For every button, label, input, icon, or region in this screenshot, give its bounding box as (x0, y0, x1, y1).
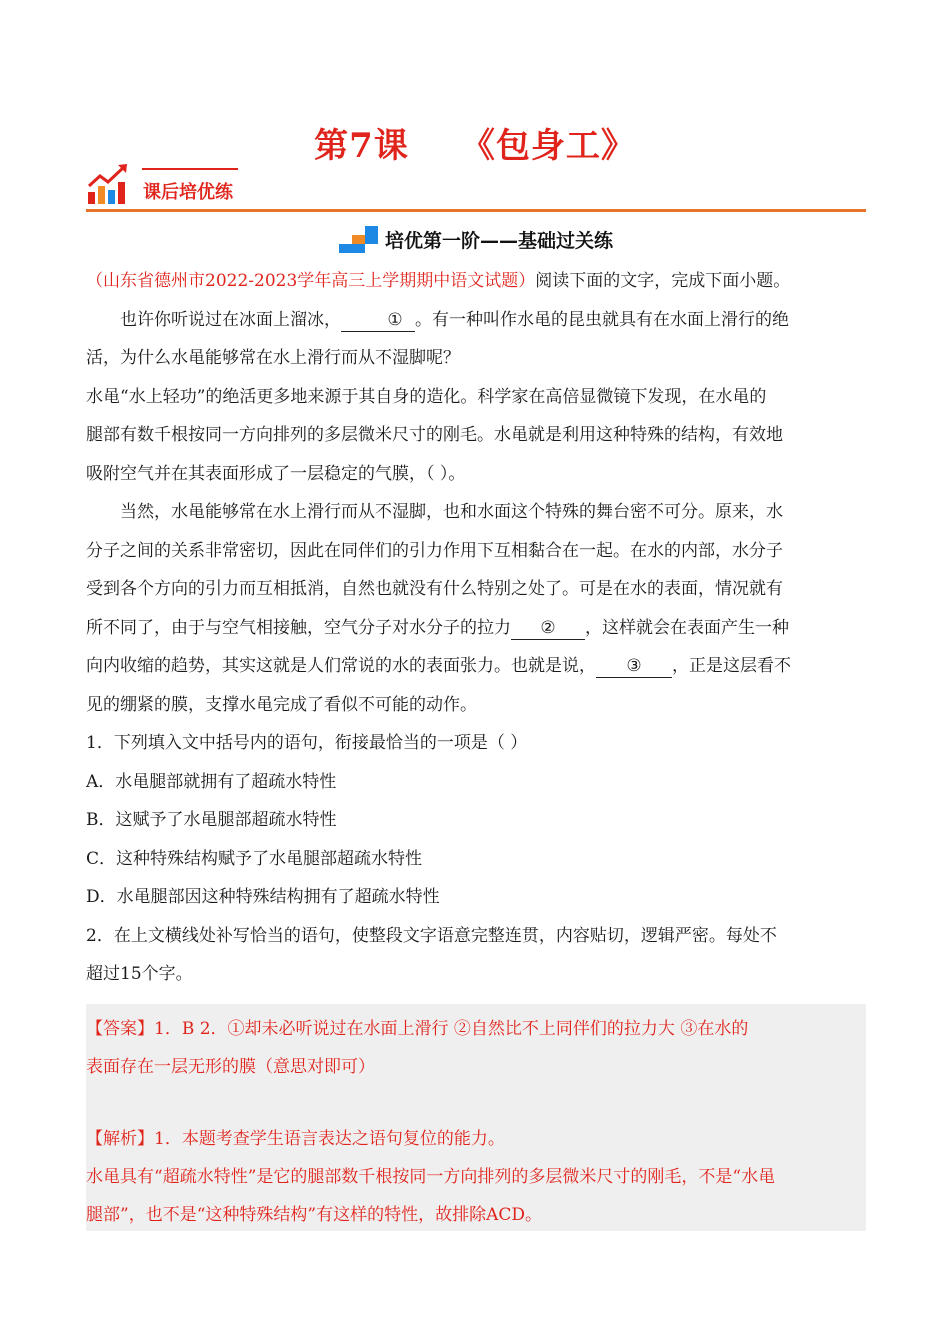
passage-text: ，这样就会在表面产生一种 (585, 617, 789, 638)
option-c: C．这种特殊结构赋予了水黾腿部超疏水特性 (86, 848, 423, 869)
passage-text: ，正是这层看不 (672, 656, 791, 676)
passage-line: 腿部有数千根按同一方向排列的多层微米尺寸的刚毛。水黾就是利用这种特殊的结构，有效地 (86, 425, 783, 445)
option-b: B．这赋予了水黾腿部超疏水特性 (86, 810, 337, 830)
passage-line: 活，为什么水黾能够常在水上滑行而从不湿脚呢？ (86, 348, 460, 368)
answer-line: 【答案】1．B 2．①却未必听说过在水面上滑行 ②自然比不上同伴们的拉力大 ③在水的 (86, 1019, 749, 1039)
analysis-line: 水黾具有“超疏水特性”是它的腿部数千根按同一方向排列的多层微米尺寸的刚毛，不是“水黾 (86, 1167, 776, 1187)
passage-line: 见的绷紧的膜，支撑水黾完成了看似不可能的动作。 (86, 694, 477, 715)
passage-text: 也许你听说过在冰面上溜冰， (120, 309, 341, 330)
passage-line: 吸附空气并在其表面形成了一层稳定的气膜，（ ）。 (86, 463, 466, 484)
section-divider (86, 209, 866, 212)
banner-accent-line (142, 168, 238, 170)
analysis-line: 【解析】1．本题考查学生语言表达之语句复位的能力。 (86, 1129, 505, 1149)
blank-3: ③ (596, 655, 672, 678)
option-d: D．水黾腿部因这种特殊结构拥有了超疏水特性 (86, 887, 440, 907)
answer-box (86, 1004, 866, 1231)
passage-text: 所不同了，由于与空气相接触，空气分子对水分子的拉力 (86, 617, 511, 638)
analysis-line: 腿部”，也不是“这种特殊结构”有这样的特性，故排除ACD。 (86, 1205, 542, 1225)
question-2-cont: 超过15个字。 (86, 964, 193, 984)
lesson-number: 第7课 (314, 126, 409, 166)
question-body (86, 262, 870, 994)
passage-line (86, 301, 870, 340)
passage-line: 水黾“水上轻功”的绝活更多地来源于其自身的造化。科学家在高倍显微镜下发现，在水黾的 (86, 386, 767, 407)
passage-line (86, 647, 870, 686)
passage-text: 。有一种叫作水黾的昆虫就具有在水面上滑行的绝 (415, 309, 789, 330)
stage-label: 培优第一阶——基础过关练 (384, 229, 613, 252)
blank-2: ② (511, 617, 585, 640)
passage-line: 当然，水黾能够常在水上滑行而从不湿脚，也和水面这个特殊的舞台密不可分。原来，水 (120, 502, 783, 522)
passage-text: 向内收缩的趋势，其实这就是人们常说的水的表面张力。也就是说， (86, 656, 596, 676)
source-label: （山东省德州市2022-2023学年高三上学期期中语文试题） (86, 271, 536, 291)
stage-heading (0, 224, 950, 258)
intro-text: 阅读下面的文字，完成下面小题。 (535, 271, 791, 291)
question-2: 2．在上文横线处补写恰当的语句，使整段文字语意完整连贯，内容贴切，逻辑严密。每处不 (86, 925, 777, 946)
lesson-name: 《包身工》 (460, 126, 636, 166)
blank-1: ① (341, 309, 415, 332)
passage-line (86, 609, 870, 648)
stairs-icon (337, 224, 379, 254)
banner-label: 课后培优练 (143, 182, 233, 203)
passage-line: 分子之间的关系非常密切，因此在同伴们的引力作用下互相黏合在一起。在水的内部，水分子 (86, 540, 783, 561)
passage-line: 受到各个方向的引力而互相抵消，自然也就没有什么特别之处了。可是在水的表面，情况就有 (86, 579, 783, 599)
answer-line: 表面存在一层无形的膜（意思对即可） (86, 1057, 375, 1077)
source-line (86, 262, 870, 301)
section-banner (86, 160, 866, 214)
growth-chart-icon (86, 162, 130, 206)
question-1: 1．下列填入文中括号内的语句，衔接最恰当的一项是（ ） (86, 733, 528, 753)
option-a: A．水黾腿部就拥有了超疏水特性 (86, 771, 337, 792)
